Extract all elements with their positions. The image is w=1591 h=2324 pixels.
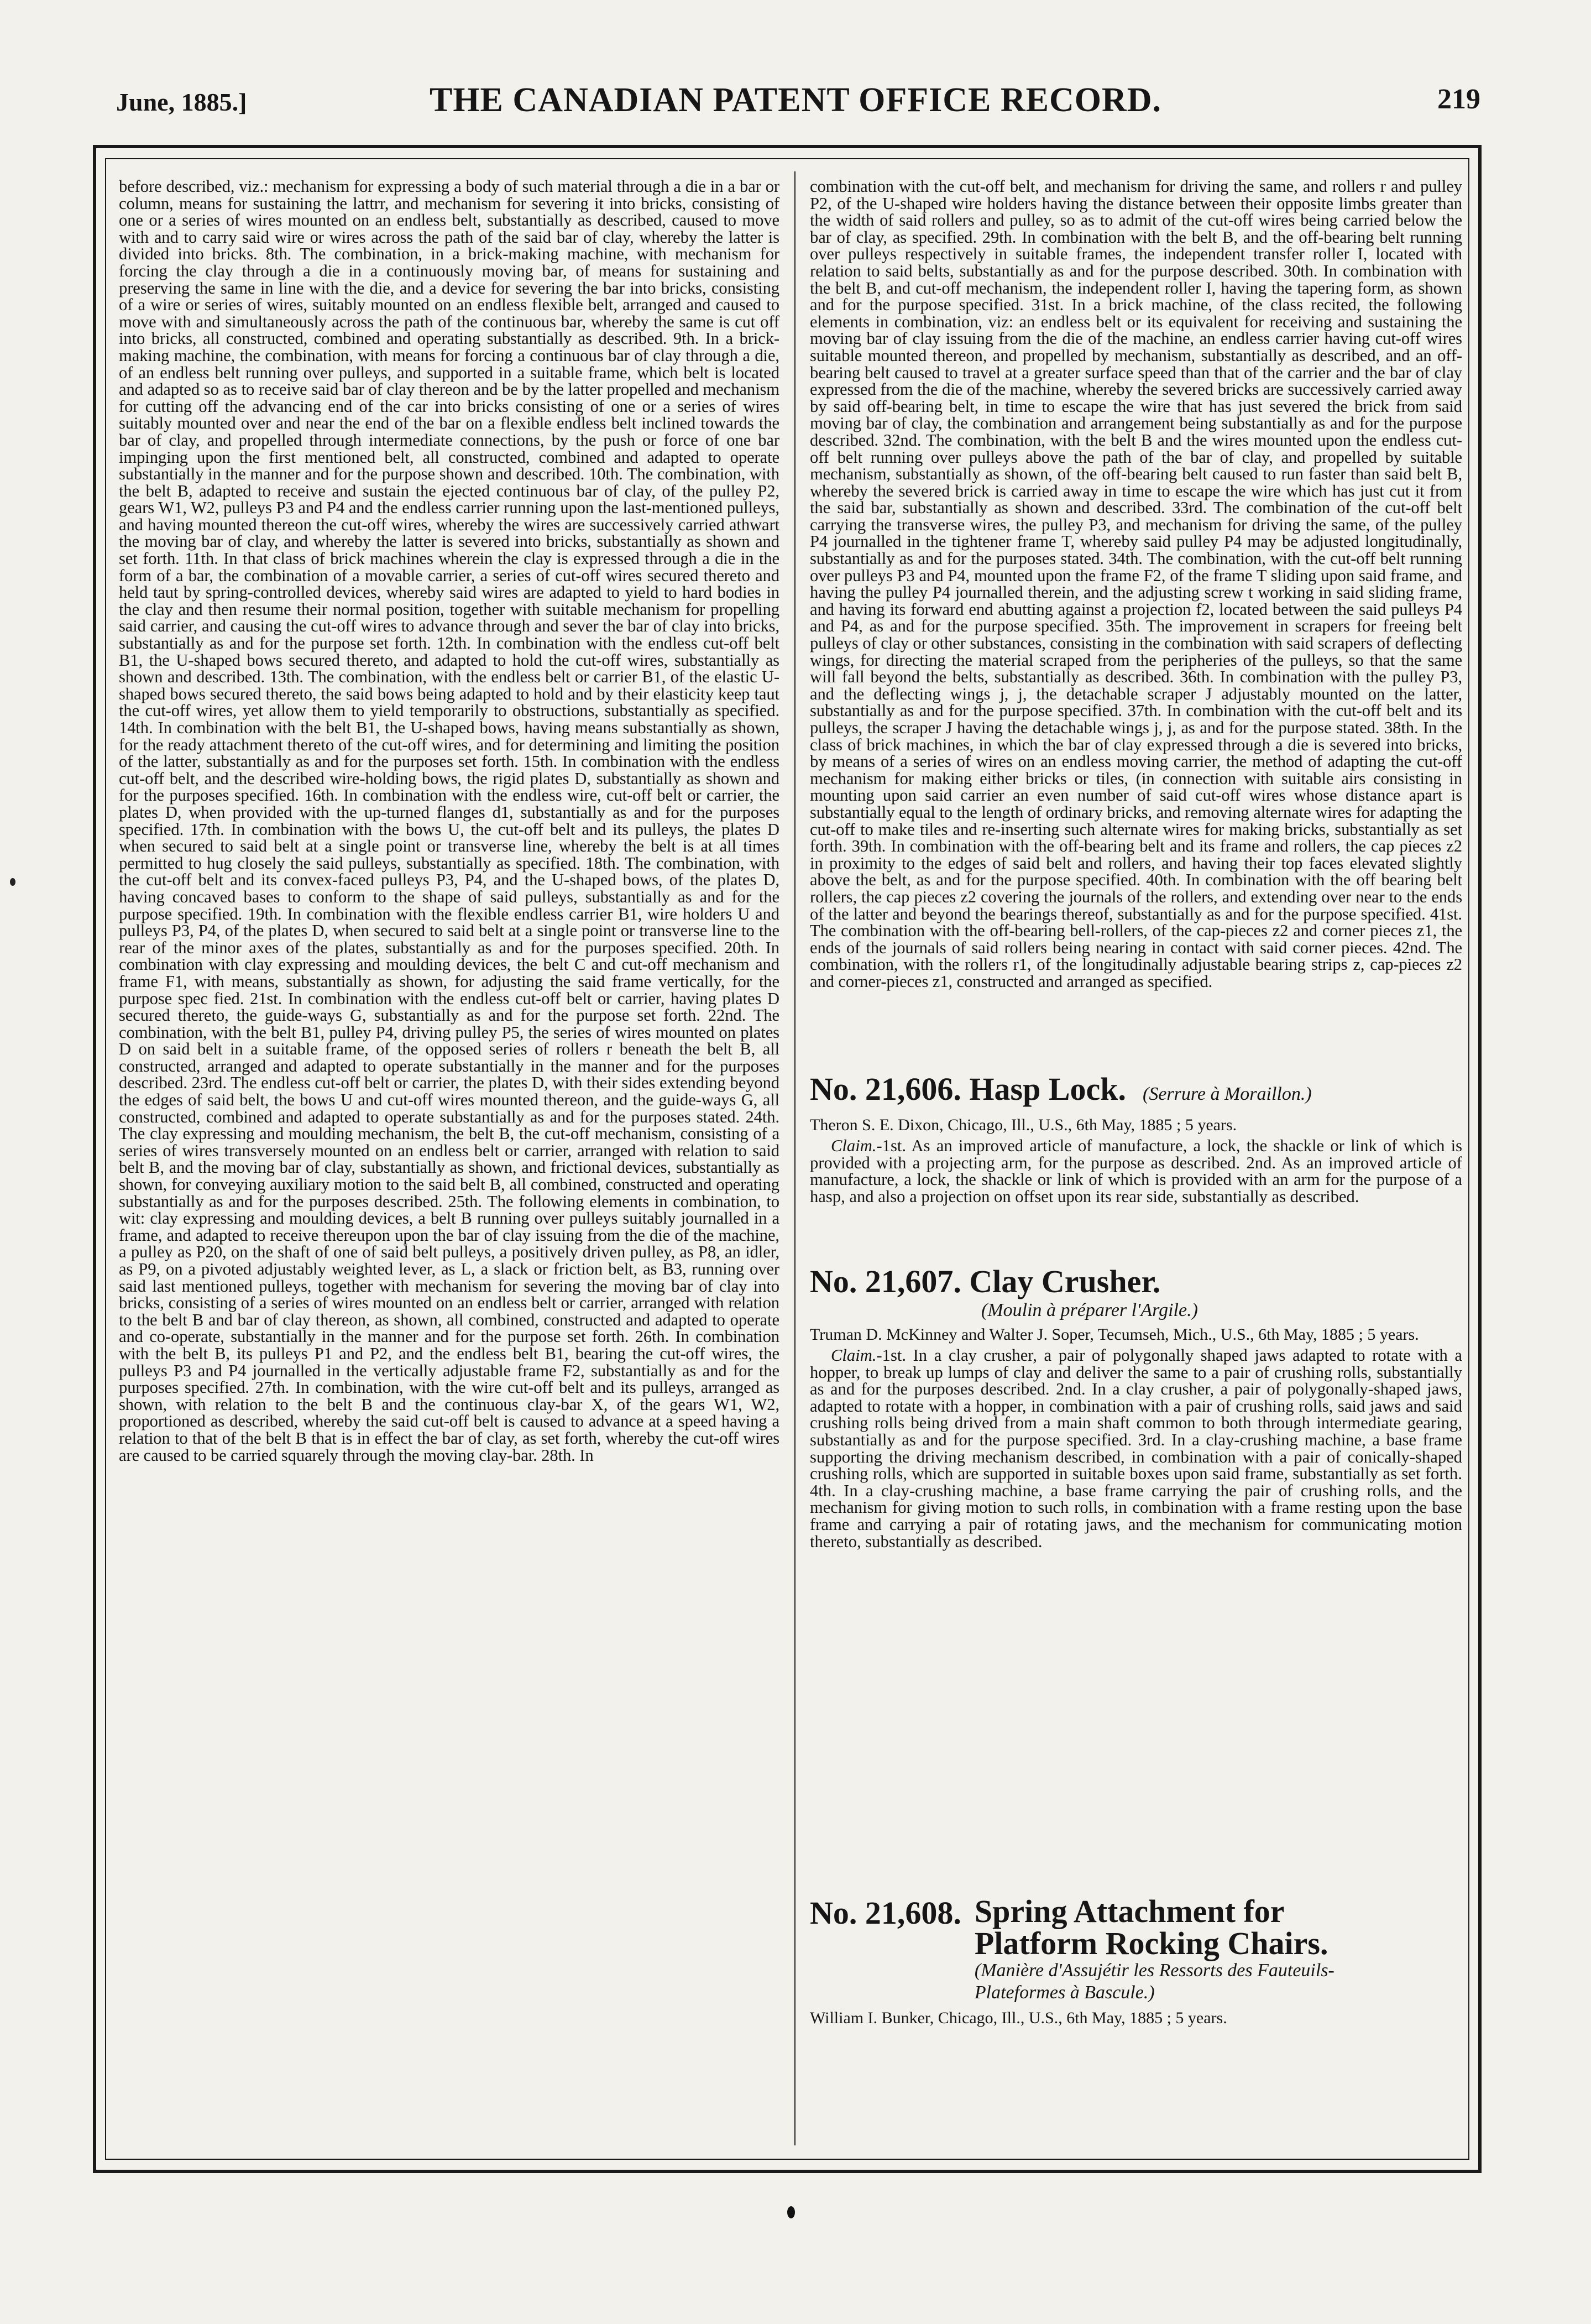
claim-label: Claim.: [831, 1136, 877, 1155]
publication-title: THE CANADIAN PATENT OFFICE RECORD.: [429, 81, 1162, 119]
patent-inventor: William I. Bunker, Chicago, Ill., U.S., 6th May, 1885 ; 5 years.: [810, 2009, 1227, 2027]
patent-inventor: Truman D. McKinney and Walter J. Soper, Tecumseh, Mich., U.S., 6th May, 1885 ; 5 years.: [810, 1325, 1419, 1344]
patent-claim: [810, 1137, 1462, 1205]
patent-entry-21607: [810, 1264, 1462, 1550]
patent-number: No. 21,608.: [810, 1895, 961, 1931]
right-column-text: combination with the cut-off belt, and mechanism for driving the same, and rollers r and pulley P2, of the U-shaped wire holders having the distance between their opposite limbs greater than the width of said rollers and pulley, so as to admit of the cut-off wires being carried below the bar of clay, as specified. 29th. In combination with the belt B, and the off-bearing belt running over pulleys respectively in suitable frames, the independent transfer roller I, located with relation to said belts, substantially as and for the purpose described. 30th. In combination with the belt B, and cut-off mechanism, the independent roller I, having the tapering form, as shown and for the purpose specified. 31st. In a brick machine, of the class recited, the following elements in combination, viz: an endless belt or its equivalent for receiving and sustaining the moving bar of clay issuing from the die of the machine, an endless carrier having cut-off wires suitable mounted thereon, and propelled by mechanism, substantially as described, and an off-bearing belt caused to travel at a greater surface speed than that of the carrier and the bar of clay expressed from the die of the machine, whereby the severed bricks are successively carried away by said off-bearing belt, in time to escape the wire that has just severed the brick from said moving bar of clay, the combination and arrangement being substantially as and for the purpose described. 32nd. The combination, with the belt B and the wires mounted upon the endless cut-off belt running over pulleys above the path of the bar of clay, and propelled by suitable mechanism, substantially as shown, of the off-bearing belt caused to run faster than said belt B, whereby the severed brick is carried away in time to escape the wire which has just cut it from the said bar, substantially as shown and described. 33rd. The combination of the cut-off belt carrying the transverse wires, the pulley P3, and mechanism for driving the same, of the pulley P4 journalled in the tightener frame T, whereby said pulley P4 may be adjusted longitudinally, substantially as and for the purposes stated. 34th. The combination, with the cut-off belt running over pulleys P3 and P4, mounted upon the frame F2, of the frame T sliding upon said frame, and having the pulley P4 journalled therein, and the adjusting screw t working in said sliding frame, and having its forward end abutting against a projection f2, located between the said pulleys P4 and P4, as and for the purpose specified. 35th. The improvement in scrapers for freeing belt pulleys of clay or other substances, consisting in the combination with said scrapers of deflecting wings, for directing the material scraped from the peripheries of the pulleys, so that the same will fall beyond the belts, substantially as described. 36th. In combination with the pulley P3, and the deflecting wings j, j, the detachable scraper J adjustably mounted on the latter, substantially as and for the purpose specified. 37th. In combination with the cut-off belt and its pulleys, the scraper J having the detachable wings j, j, as and for the purpose stated. 38th. In the class of brick machines, in which the bar of clay expressed through a die is severed into bricks, by means of a series of wires on an endless moving carrier, the method of adapting the cut-off mechanism for making either bricks or tiles, (in connection with suitable airs consisting in mounting upon said carrier an even number of said cut-off wires whose distance apart is substantially equal to the length of ordinary bricks, and removing alternate wires for adapting the cut-off to make tiles and re-inserting such alternate wires for making bricks, substantially as set forth. 39th. In combination with the off-bearing belt and its frame and rollers, the cap pieces z2 in proximity to the edges of said belt and rollers, and having their top faces elevated slightly above the belt, as and for the purpose specified. 40th. In combination with the off bearing belt rollers, the cap pieces z2 covering the journals of the rollers, and extending over near to the ends of the latter and beyond the bearings thereof, substantially as and for the purpose specified. 41st. The combination with the off-bearing bell-rollers, of the cap-pieces z2 and corner pieces z1, the ends of the journals of said rollers being nearing in contact with said corner pieces. 42nd. The combination, with the rollers r1, of the longitudinally adjustable bearing strips z, cap-pieces z2 and corner-pieces z1, constructed and arranged as specified.: [810, 178, 1462, 991]
patent-french-title: (Serrure à Moraillon.): [1143, 1084, 1312, 1104]
issue-date: June, 1885.]: [116, 88, 247, 116]
patent-entry-21608: [810, 1895, 1462, 2027]
patent-title: No. 21,606. Hasp Lock.: [810, 1071, 1127, 1107]
left-column-text: before described, viz.: mechanism for expressing a body of such material through a die in a bar or column, means for sustaining the lattrr, and mechanism for severing it into bricks, consisting of one or a series of wires mounted on an endless belt, substantially as described, caused to move with and to carry said wire or wires across the path of the said bar of clay, whereby the latter is divided into bricks. 8th. The combination, in a brick-making machine, with mechanism for forcing the clay through a die in a continuously moving bar, of means for sustaining and preserving the same in line with the die, and a device for severing the bar into bricks, consisting of a wire or series of wires, suitably mounted on an endless flexible belt, arranged and caused to move with and simultaneously across the path of the continuous bar, whereby the same is cut off into bricks, all constructed, combined and operating substantially as described. 9th. In a brick-making machine, the combination, with means for forcing a continuous bar of clay through a die, of an endless belt running over pulleys, and supported in a suitable frame, which belt is located and adapted so as to receive said bar of clay thereon and be by the latter propelled and mechanism for cutting off the advancing end of the car into bricks consisting of one or a series of wires suitably mounted over and near the end of the bar on a flexible endless belt inclined towards the bar of clay, and propelled through intermediate connections, by the push or force of one bar impinging upon the first mentioned belt, all constructed, combined and adapted to operate substantially in the manner and for the purpose shown and described. 10th. The combination, with the belt B, adapted to receive and sustain the ejected continuous bar of clay, of the pulley P2, gears W1, W2, pulleys P3 and P4 and the endless carrier running upon the last-mentioned pulleys, and having mounted thereon the cut-off wires, whereby the wires are successively carried athwart the moving bar of clay, and whereby the latter is severed into bricks, substantially as shown and set forth. 11th. In that class of brick machines wherein the clay is expressed through a die in the form of a bar, the combination of a movable carrier, a series of cut-off wires secured thereto and held taut by spring-controlled devices, whereby said wires are adapted to yield to hard bodies in the clay and then resume their normal position, together with suitable mechanism for propelling said carrier, and causing the cut-off wires to advance through and sever the bar of clay into bricks, substantially as and for the purpose set forth. 12th. In combination with the endless cut-off belt B1, the U-shaped bows secured thereto, and adapted to hold the cut-off wires, substantially as shown and described. 13th. The combination, with the endless belt or carrier B1, of the elastic U-shaped bows secured thereto, the said bows being adapted to hold and by their elasticity keep taut the cut-off wires, yet allow them to yield temporarily to obstructions, substantially as specified. 14th. In combination with the belt B1, the U-shaped bows, having means substantially as shown, for the ready attachment thereto of the cut-off wires, and for determining and limiting the position of the latter, substantially as and for the purposes set forth. 15th. In combination with the endless cut-off belt, and the described wire-holding bows, the rigid plates D, substantially as shown and for the purposes specified. 16th. In combination with the endless wire, cut-off belt or carrier, the plates D, when provided with the up-turned flanges d1, substantially as and for the purposes specified. 17th. In combination with the bows U, the cut-off belt and its pulleys, the plates D when secured to said belt at a single point or transverse line, whereby the belt is at all times permitted to hug closely the said pulleys, substantially as specified. 18th. The combination, with the cut-off belt and its convex-faced pulleys P3, P4, and the U-shaped bows, of the plates D, having concaved bases to conform to the shape of said pulleys, substantially as and for the purpose specified. 19th. In combination with the flexible endless carrier B1, wire holders U and pulleys P3, P4, of the plates D, when secured to said belt at a single point or transverse line to the rear of the minor axes of the plates, substantially as and for the purposes specified. 20th. In combination with clay expressing and moulding devices, the belt C and cut-off mechanism and frame F1, with means, substantially as shown, for adjusting the said frame vertically, for the purpose spec fied. 21st. In combination with the endless cut-off belt or carrier, having plates D secured thereto, the guide-ways G, substantially as and for the purpose set forth. 22nd. The combination, with the belt B1, pulley P4, driving pulley P5, the series of wires mounted on plates D on said belt in a suitable frame, of the opposed series of rollers r beneath the belt B, all constructed, arranged and adapted to operate substantially in the manner and for the purposes described. 23rd. The endless cut-off belt or carrier, the plates D, with their sides extending beyond the edges of said belt, the bows U and cut-off wires mounted thereon, and the guide-ways G, all constructed, combined and adapted to operate substantially as and for the purposes stated. 24th. The clay expressing and moulding mechanism, the belt B, the cut-off mechanism, consisting of a series of wires transversely mounted on an endless belt or carrier, arranged with relation to said belt B, and the moving bar of clay, substantially as shown, and frictional devices, substantially as shown, for conveying auxiliary motion to the said belt B, all combined, constructed and operating substantially as and for the purposes described. 25th. The following elements in combination, to wit: clay expressing and moulding devices, a belt B running over pulleys suitably journalled in a frame, and adapted to receive thereupon upon the bar of clay issuing from the die of the machine, a pulley as P20, on the shaft of one of said belt pulleys, a positively driven pulley, as P8, an idler, as P9, on a pivoted adjustably weighted lever, as L, a slack or friction belt, as B3, running over said last mentioned pulleys, together with mechanism for severing the moving bar of clay into bricks, consisting of a series of wires mounted on an endless belt or carrier, arranged with relation to the belt B and bar of clay thereon, as shown, all combined, constructed and adapted to operate and co-operate, substantially in the manner and for the purpose set forth. 26th. In combination with the belt B, its pulleys P1 and P2, and the endless belt B1, bearing the cut-off wires, the pulleys P3 and P4 journalled in the vertically adjustable frame F2, substantially as and for the purposes specified. 27th. In combination, with the wire cut-off belt and its pulleys, arranged as shown, with relation to the belt B and the continuous clay-bar X, of the gears W1, W2, proportioned as described, whereby the said cut-off belt is caused to advance at a speed having a relation to that of the belt B that is in effect the bar of clay, as set forth, whereby the cut-off wires are caused to be carried squarely through the moving clay-bar. 28th. In: [119, 178, 779, 1465]
patent-heading: [810, 1072, 1462, 1112]
patent-heading: No. 21,607. Clay Crusher.: [810, 1263, 1161, 1299]
page-header: [0, 0, 1591, 127]
patent-inventor: Theron S. E. Dixon, Chicago, Ill., U.S., 6th May, 1885 ; 5 years.: [810, 1116, 1237, 1134]
patent-claim: [810, 1347, 1462, 1550]
claim-text: -1st. As an improved article of manufacture, a lock, the shackle or link of which is provided with a projecting arm, for the purpose as described. 2nd. As an improved article of manufacture, a lock, the shackle or link of which is provided with an arm for the purpose of a hasp, and also a projection on offset upon its rear side, substantially as described.: [810, 1136, 1462, 1206]
patent-entry-21606: [810, 1072, 1462, 1205]
bottom-ornament: [787, 2206, 795, 2218]
patent-french-title: (Moulin à préparer l'Argile.): [981, 1300, 1198, 1320]
patent-french-title: (Manière d'Assujétir les Ressorts des Fauteuils-Plateformes à Bascule.): [974, 1960, 1334, 2003]
column-divider: [794, 171, 796, 2145]
claim-label: Claim.: [831, 1346, 877, 1365]
margin-mark: [10, 878, 15, 886]
patent-title: Spring Attachment for Platform Rocking Chairs.: [974, 1893, 1328, 1961]
page-number: 219: [1437, 83, 1480, 115]
claim-text: -1st. In a clay crusher, a pair of polygonally shaped jaws adapted to rotate with a hopper, to break up lumps of clay and deliver the same to a pair of crushing rolls, substantially as and for the purposes described. 2nd. In a clay crusher, a pair of polygonally-shaped jaws, adapted to rotate with a hopper, in combination with a pair of crushing rolls, said jaws and said crushing rolls being drived from a main shaft common to both through intermediate gearing, substantially as and for the purpose specified. 3rd. In a clay-crushing machine, a base frame supporting the driving mechanism described, in combination with a pair of conically-shaped crushing rolls, which are supported in suitable boxes upon said frame, substantially as set forth. 4th. In a clay-crushing machine, a base frame carrying the pair of crushing rolls, and the mechanism for giving motion to such rolls, in combination with a frame resting upon the base frame and carrying a pair of rotating jaws, and the mechanism for communicating motion thereto, substantially as described.: [810, 1346, 1462, 1551]
